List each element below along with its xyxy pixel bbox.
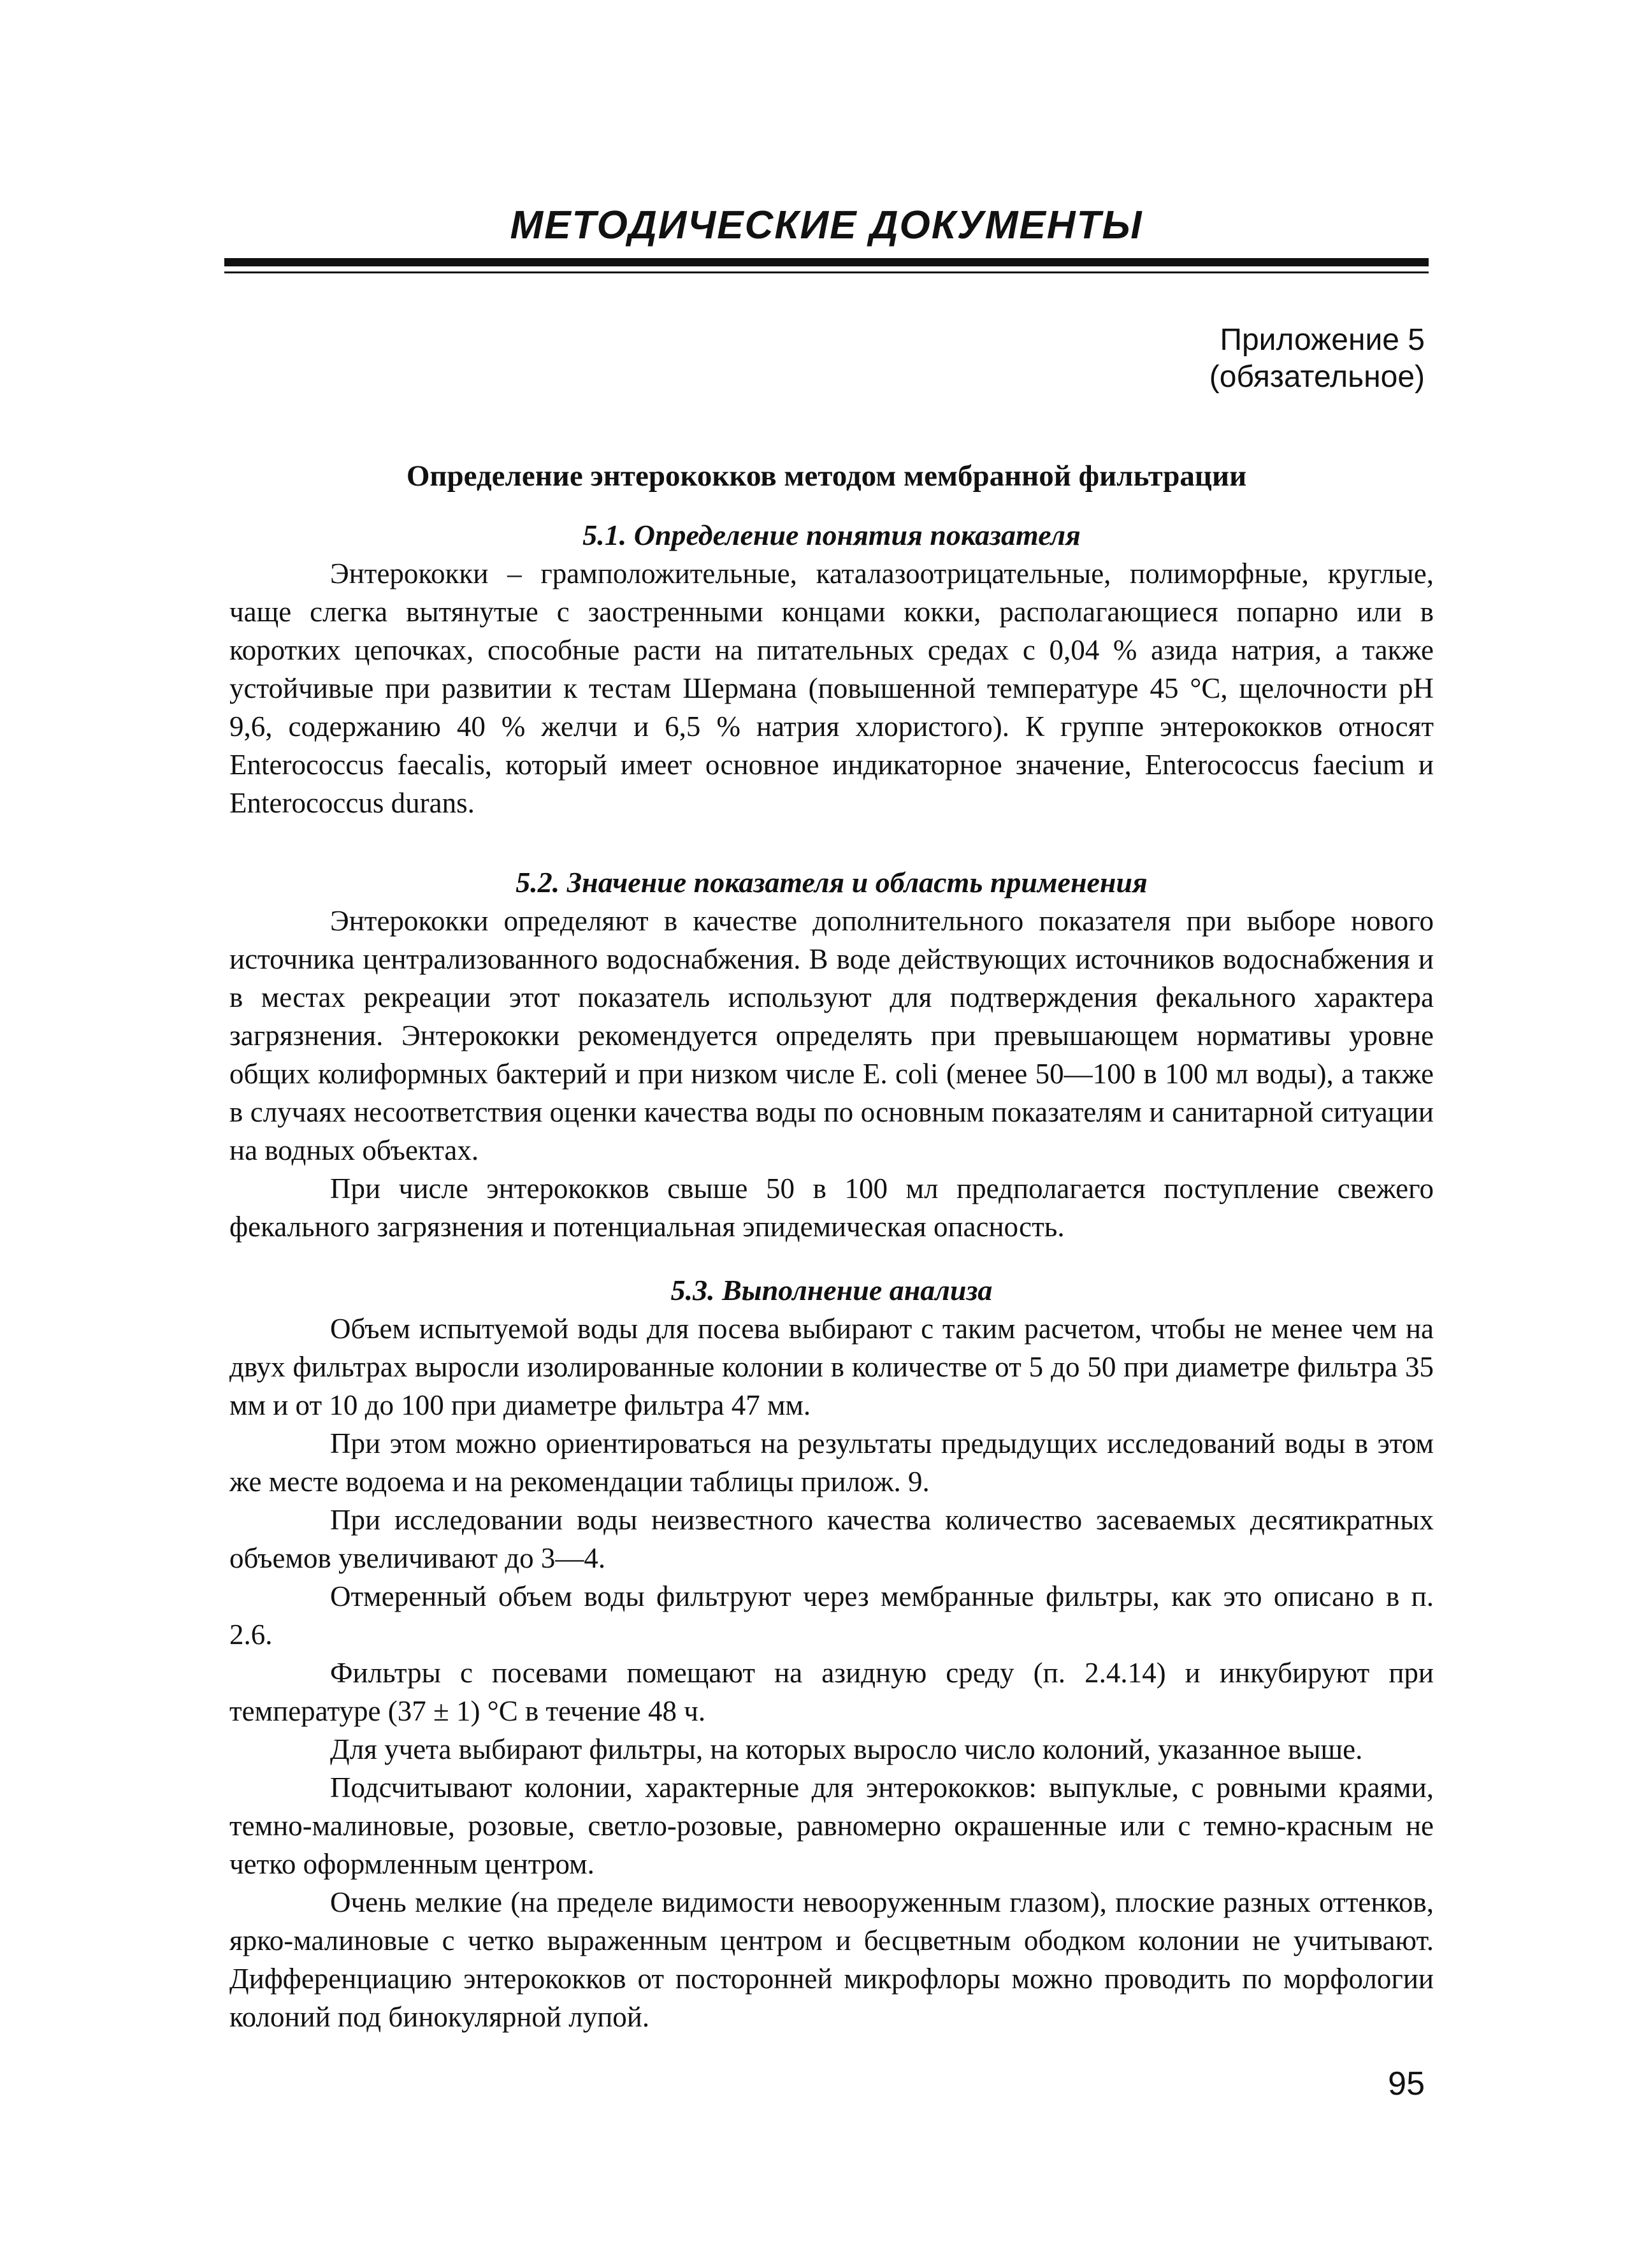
paragraph: При исследовании воды неизвестного качества количество засеваемых десятикратных объемов увеличивают до 3—4. [229,1504,1434,1574]
page-number: 95 [1388,2065,1425,2102]
paragraph: Объем испытуемой воды для посева выбирают с таким расчетом, чтобы не менее чем на двух фильтрах выросли изолированные колонии в количестве от 5 до 50 при диаметре фильтра 35 мм и от 10 до 100 при диаметре фильтра 47 мм. [229,1313,1434,1421]
paragraph: Для учета выбирают фильтры, на которых выросло число колоний, указанное выше. [330,1733,1363,1765]
appendix-status: (обязательное) [1209,360,1425,394]
paragraph: При числе энтерококков свыше 50 в 100 мл предполагается поступление свежего фекального загрязнения и потенциальная эпидемическая опасность. [229,1173,1434,1243]
section-heading: 5.1. Определение понятия показателя [582,519,1081,551]
paragraph: Отмеренный объем воды фильтруют через мембранные фильтры, как это описано в п. 2.6. [229,1580,1434,1650]
appendix-label [1209,322,1425,396]
paragraph: Фильтры с посевами помещают на азидную среду (п. 2.4.14) и инкубируют при температуре (37 ± 1) °С в течение 48 ч. [229,1657,1434,1727]
section-5-1 [229,516,1434,822]
header-rule-thin [224,271,1429,273]
paragraph: Очень мелкие (на пределе видимости невооруженным глазом), плоские разных оттенков, ярко-малиновые с четко выраженным центром и бесцветным ободком колонии не учитывают. Дифференциацию энтерококков от посторонней микрофлоры можно проводить по морфологии колоний под бинокулярной лупой. [229,1886,1434,2033]
header-rule-thick [224,258,1429,266]
section-heading: 5.3. Выполнение анализа [670,1274,993,1306]
section-5-3 [229,1271,1434,2036]
paragraph: Подсчитывают колонии, характерные для энтерококков: выпуклые, с ровными краями, темно-малиновые, розовые, светло-розовые, равномерно окрашенные или с темно-красным не четко оформленным центром. [229,1772,1434,1880]
appendix-number: Приложение 5 [1220,323,1425,357]
paragraph: При этом можно ориентироваться на результаты предыдущих исследований воды в этом же месте водоема и на рекомендации таблицы прилож. 9. [229,1427,1434,1498]
section-5-2 [229,863,1434,1246]
paragraph: Энтерококки определяют в качестве дополнительного показателя при выборе нового источника централизованного водоснабжения. В воде действующих источников водоснабжения и в местах рекреации этот показатель используют для подтверждения фекального характера загрязнения. Энтерококки рекомендуется определять при превышающем нормативы уровне общих колиформных бактерий и при низком числе Е. coli (менее 50—100 в 100 мл воды), а также в случаях несоответствия оценки качества воды по основным показателям и санитарной ситуации на водных объектах. [229,905,1434,1166]
document-title: Определение энтерококков методом мембранной фильтрации [406,459,1247,493]
paragraph: Энтерококки – грамположительные, каталазоотрицательные, полиморфные, круглые, чаще слегка вытянутые с заостренными концами кокки, располагающиеся попарно или в коротких цепочках, способные расти на питательных средах с 0,04 % азида натрия, а также устойчивые при развитии к тестам Шермана (повышенной температуре 45 °С, щелочности рН 9,6, содержанию 40 % желчи и 6,5 % натрия хлористого). К группе энтерококков относят Enterococcus faecalis, который имеет основное индикаторное значение, Enterococcus faecium и Enterococcus durans. [229,558,1434,819]
running-header: МЕТОДИЧЕСКИЕ ДОКУМЕНТЫ [510,203,1143,247]
section-heading: 5.2. Значение показателя и область применения [516,866,1148,899]
